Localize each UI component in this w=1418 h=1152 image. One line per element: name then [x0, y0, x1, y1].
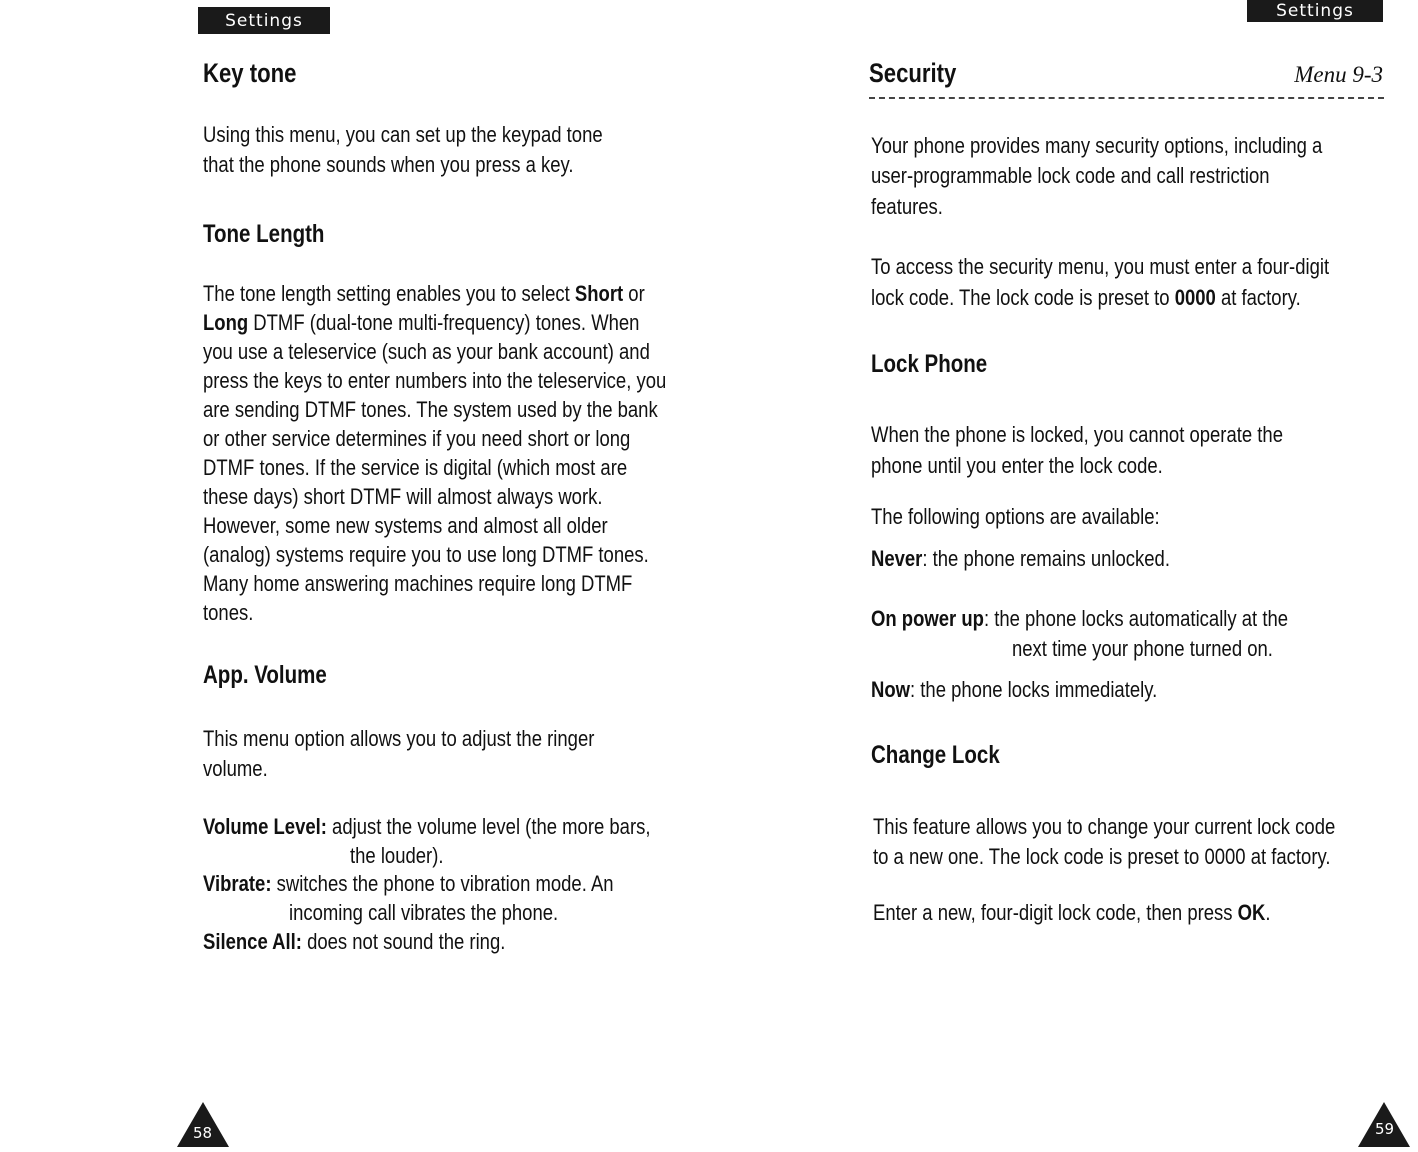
tone-length-line-10: (analog) systems require you to use long DTMF tones. [203, 542, 649, 567]
change-lock-title: Change Lock [871, 741, 1000, 769]
on-power-up-option: On power up: the phone locks automatically at the [871, 606, 1289, 631]
menu-reference: Menu 9-3 [1294, 62, 1383, 87]
now-option: Now: the phone locks immediately. [871, 677, 1158, 702]
key-tone-line-2: that the phone sounds when you press a key. [203, 152, 574, 177]
tone-length-line-3: you use a teleservice (such as your bank account) and [203, 339, 650, 364]
app-volume-title: App. Volume [203, 661, 327, 689]
tone-length-line-9: However, some new systems and almost all older [203, 513, 608, 538]
access-line-1: To access the security menu, you must enter a four-digit [871, 254, 1330, 279]
tone-length-line-6: or other service determines if you need short or long [203, 426, 631, 451]
silence-all-option: Silence All: does not sound the ring. [203, 929, 506, 954]
lock-phone-line-1: When the phone is locked, you cannot operate the [871, 422, 1283, 447]
intro-line-3: features. [871, 194, 943, 219]
right-page [709, 0, 1418, 1152]
volume-level-option: Volume Level: adjust the volume level (the more bars, [203, 814, 651, 839]
intro-line-2: user-programmable lock code and call restriction [871, 163, 1270, 188]
title-divider [869, 97, 1384, 99]
lock-phone-title: Lock Phone [871, 350, 988, 378]
tone-length-line-11: Many home answering machines require long DTMF [203, 571, 633, 596]
tone-length-line-2: Long DTMF (dual-tone multi-frequency) tones. When [203, 310, 640, 335]
app-volume-line-1: This menu option allows you to adjust the ringer [203, 726, 595, 751]
access-line-2: lock code. The lock code is preset to 0000 at factory. [871, 285, 1301, 310]
on-power-up-option-cont: next time your phone turned on. [1012, 636, 1273, 661]
page-number: 58 [193, 1124, 213, 1142]
security-title: Security [869, 58, 957, 88]
never-option: Never: the phone remains unlocked. [871, 546, 1170, 571]
change-lock-line-1: This feature allows you to change your current lock code [873, 814, 1336, 839]
enter-code-line: Enter a new, four-digit lock code, then press OK. [873, 900, 1271, 925]
header-badge: Settings [198, 7, 330, 34]
vibrate-option-cont: incoming call vibrates the phone. [289, 900, 559, 925]
key-tone-title: Key tone [203, 58, 297, 88]
tone-length-title: Tone Length [203, 220, 325, 248]
tone-length-line-4: press the keys to enter numbers into the teleservice, you [203, 368, 667, 393]
tone-length-line-8: these days) short DTMF will almost always work. [203, 484, 603, 509]
page-number: 59 [1375, 1120, 1395, 1138]
options-intro: The following options are available: [871, 504, 1160, 529]
volume-level-option-cont: the louder). [350, 843, 444, 868]
tone-length-line-12: tones. [203, 600, 254, 625]
lock-phone-line-2: phone until you enter the lock code. [871, 453, 1163, 478]
tone-length-line-1: The tone length setting enables you to select Short or [203, 281, 645, 306]
vibrate-option: Vibrate: switches the phone to vibration mode. An [203, 871, 614, 896]
tone-length-line-7: DTMF tones. If the service is digital (which most are [203, 455, 628, 480]
tone-length-line-5: are sending DTMF tones. The system used by the bank [203, 397, 658, 422]
key-tone-line-1: Using this menu, you can set up the keypad tone [203, 122, 603, 147]
header-badge: Settings [1247, 0, 1383, 22]
intro-line-1: Your phone provides many security options, including a [871, 133, 1323, 158]
change-lock-line-2: to a new one. The lock code is preset to 0000 at factory. [873, 844, 1331, 869]
app-volume-line-2: volume. [203, 756, 268, 781]
